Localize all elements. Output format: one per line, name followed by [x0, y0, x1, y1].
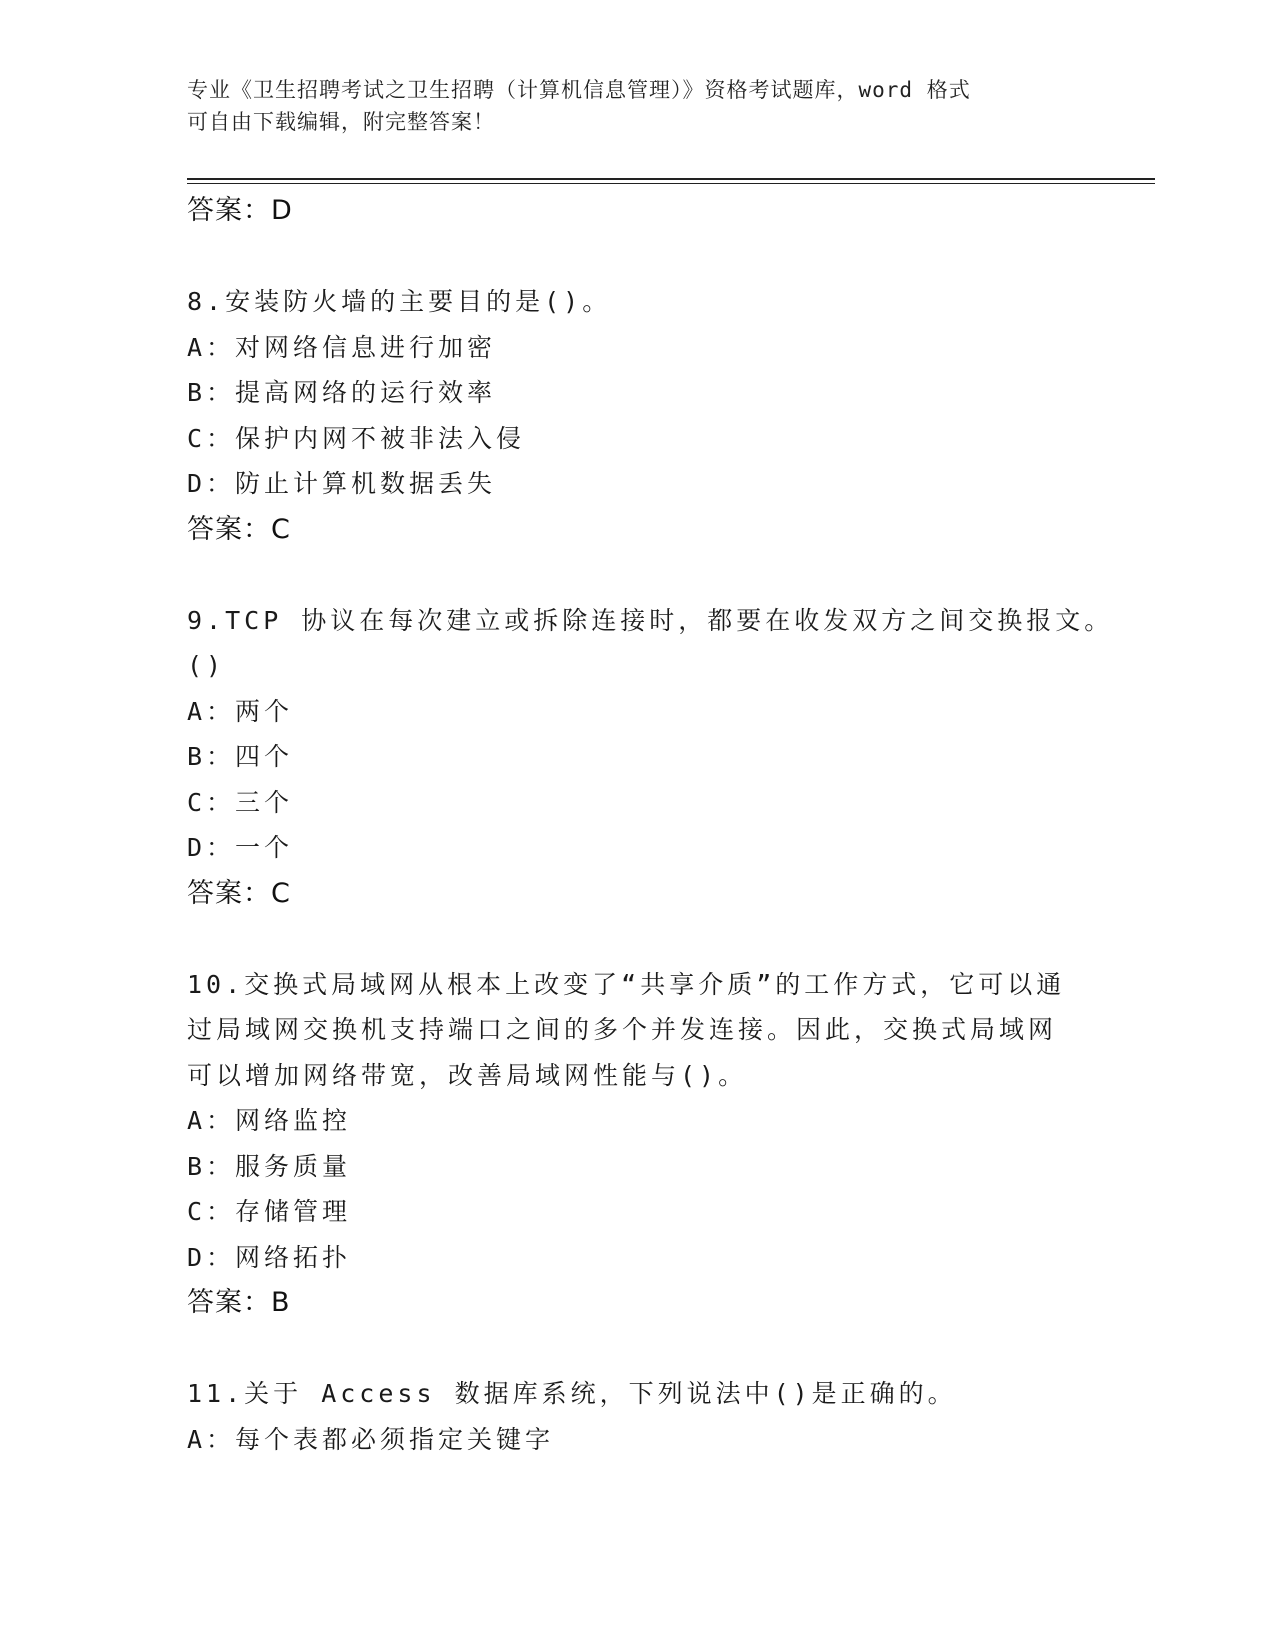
question-block [187, 598, 1114, 917]
option-c: C：存储管理 [187, 1197, 352, 1226]
question-stem: 11.关于 Access 数据库系统，下列说法中()是正确的。 [187, 1379, 957, 1408]
answer-line: 答案：C [187, 877, 291, 909]
option-b: B：四个 [187, 742, 294, 771]
question-stem-continued: 过局域网交换机支持端口之间的多个并发连接。因此，交换式局域网 [187, 1015, 1058, 1044]
question-block [187, 1371, 1087, 1462]
question-list [187, 188, 1114, 1462]
option-a: A：两个 [187, 696, 294, 726]
question-block [187, 279, 1087, 553]
option-a: A：每个表都必须指定关键字 [187, 1424, 555, 1454]
question-stem: 9.TCP 协议在每次建立或拆除连接时，都要在收发双方之间交换报文。 [187, 605, 1114, 635]
option-b: B：服务质量 [187, 1151, 352, 1181]
option-d: D：防止计算机数据丢失 [187, 469, 497, 498]
header-line-1: 专业《卫生招聘考试之卫生招聘（计算机信息管理）》资格考试题库，word 格式 [187, 78, 971, 102]
answer-line: 答案：C [187, 513, 291, 545]
option-d: D：一个 [187, 833, 294, 862]
option-a: A：对网络信息进行加密 [187, 332, 497, 362]
option-c: C：三个 [187, 787, 294, 817]
document-header [187, 74, 1067, 138]
question-stem-continued: () [187, 651, 226, 680]
option-c: C：保护内网不被非法入侵 [187, 423, 526, 453]
header-line-2: 可自由下载编辑，附完整答案！ [187, 110, 495, 134]
answer-line: 答案：B [187, 1287, 291, 1318]
question-stem: 8.安装防火墙的主要目的是()。 [187, 287, 612, 316]
question-block [187, 962, 1087, 1327]
header-divider-thin [187, 183, 1155, 184]
question-stem-continued: 可以增加网络带宽，改善局域网性能与()。 [187, 1060, 748, 1090]
option-a: A：网络监控 [187, 1106, 352, 1135]
option-b: B：提高网络的运行效率 [187, 378, 497, 407]
header-divider-thick [187, 178, 1155, 180]
option-d: D：网络拓扑 [187, 1242, 352, 1272]
answer-line: 答案：D [187, 195, 293, 226]
question-stem: 10.交换式局域网从根本上改变了“共享介质”的工作方式，它可以通 [187, 969, 1066, 999]
